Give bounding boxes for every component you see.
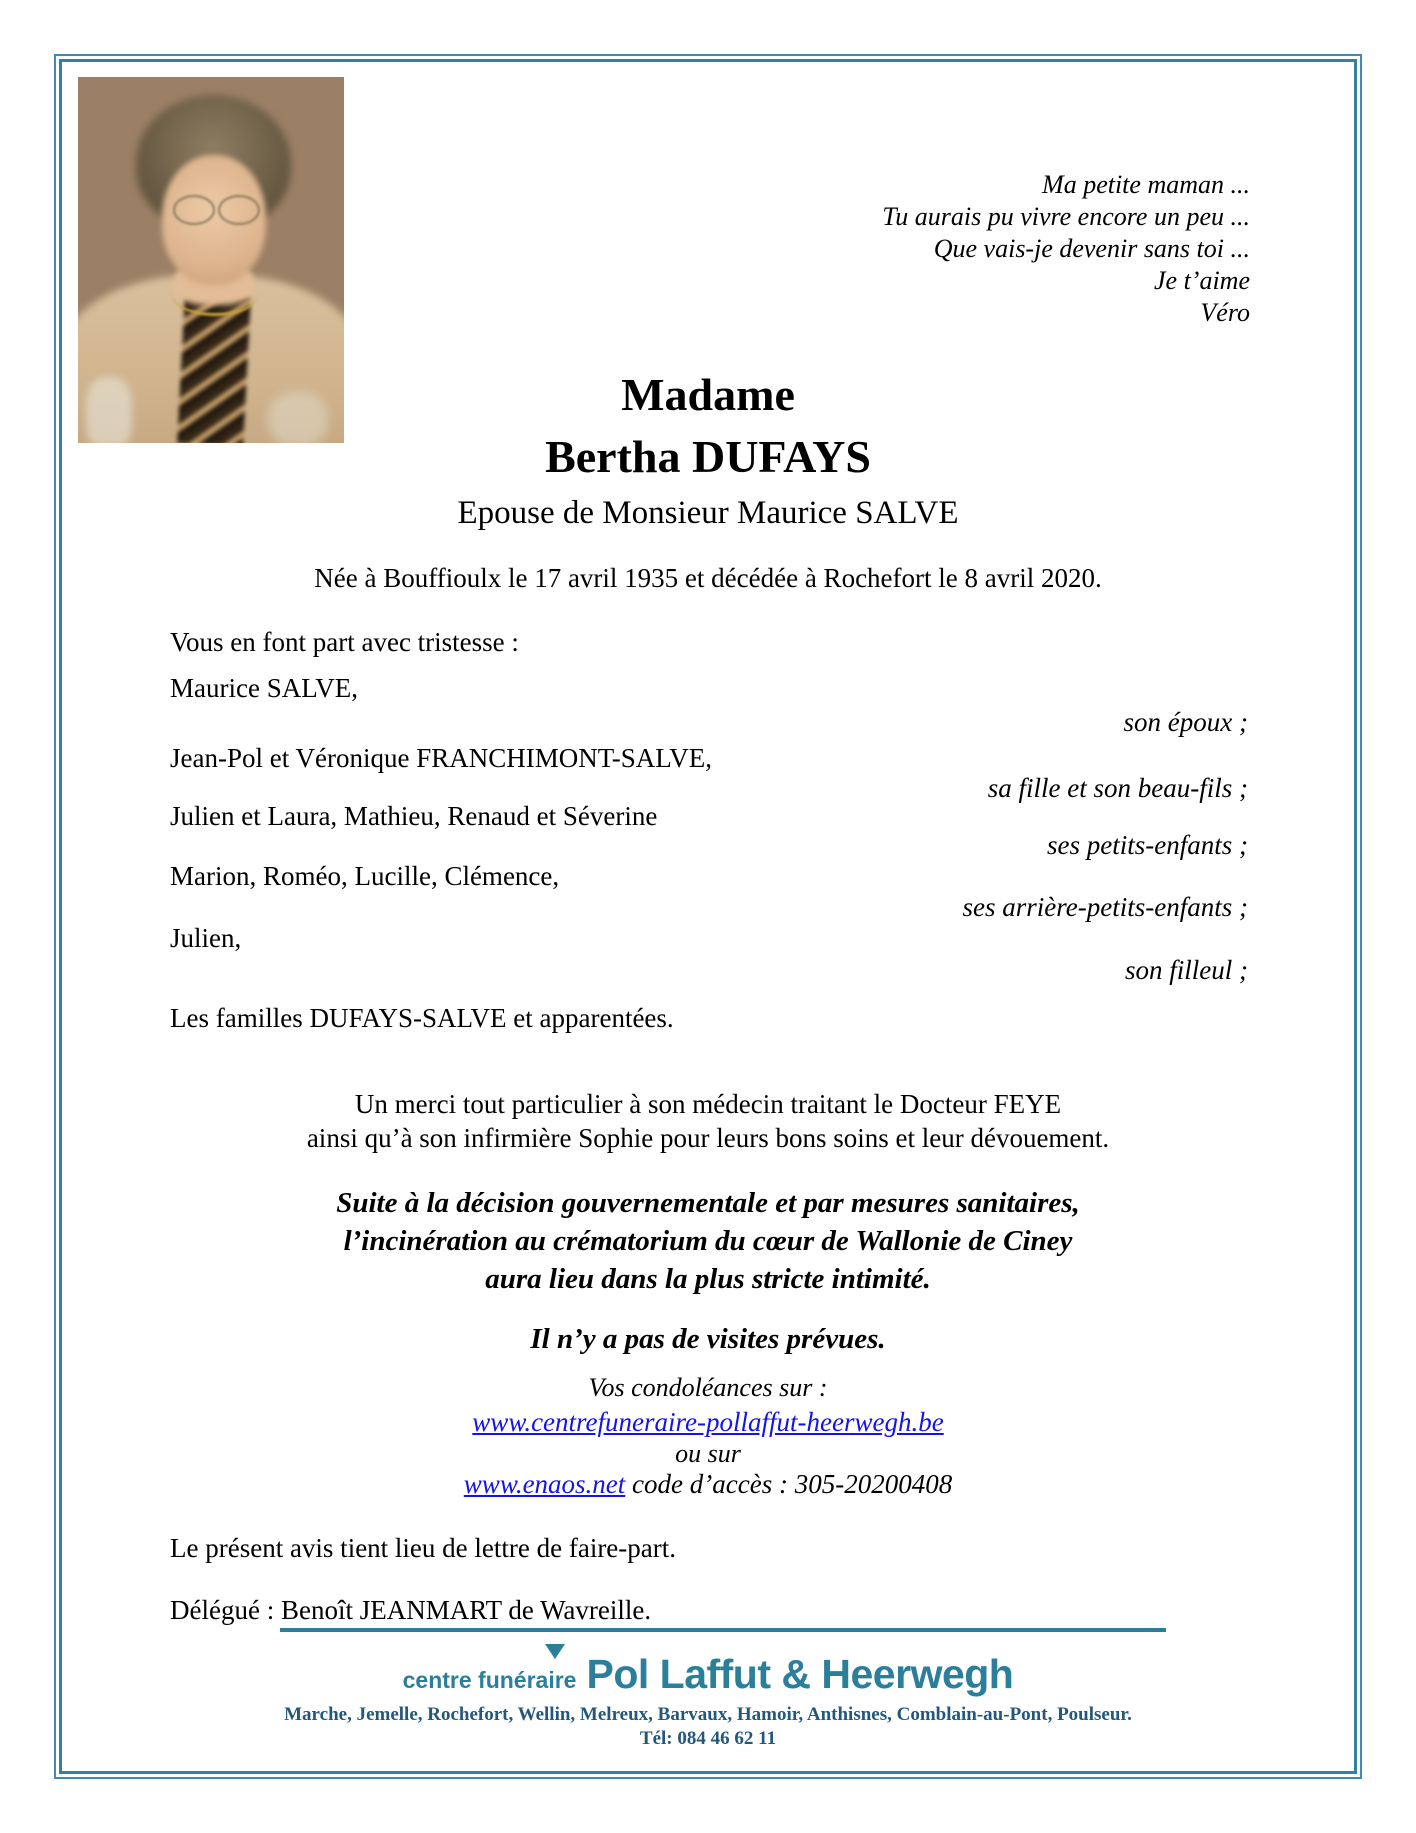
- funeral-home-website-link[interactable]: www.centrefuneraire-pollaffut-heerwegh.be: [472, 1407, 944, 1437]
- funeral-home-prefix: centre funéraire: [402, 1667, 577, 1693]
- photo-glasses-left: [173, 195, 215, 225]
- family-names: Jean-Pol et Véronique FRANCHIMONT-SALVE,: [170, 743, 712, 773]
- family-relation: son filleul ;: [1125, 955, 1248, 985]
- family-relation: ses petits-enfants ;: [1047, 830, 1248, 860]
- family-relation: son époux ;: [1123, 707, 1248, 737]
- title-salutation: Madame: [621, 369, 795, 420]
- poem-line: Tu aurais pu vivre encore un peu ...: [882, 202, 1250, 231]
- birth-death-line: Née à Bouffioulx le 17 avril 1935 et décédée à Rochefort le 8 avril 2020.: [314, 563, 1102, 593]
- poem-line: Que vais-je devenir sans toi ...: [933, 234, 1250, 263]
- no-visits-line: Il n’y a pas de visites prévues.: [530, 1323, 886, 1355]
- funeral-home-name: Pol Laffut & Heerwegh: [586, 1651, 1014, 1697]
- condolences-link-row: [0, 1405, 1416, 1439]
- notice-line: l’incinération au crématorium du cœur de Wallonie de Ciney: [343, 1225, 1073, 1257]
- family-names: Marion, Roméo, Lucille, Clémence,: [170, 861, 560, 891]
- family-relation: sa fille et son beau-fils ;: [987, 773, 1248, 803]
- family-names: Julien,: [170, 923, 242, 953]
- spouse-line: Epouse de Monsieur Maurice SALVE: [457, 495, 959, 531]
- family-names: Maurice SALVE,: [170, 673, 358, 703]
- enaos-link[interactable]: www.enaos.net: [463, 1469, 626, 1499]
- delegate-note: Délégué : Benoît JEANMART de Wavreille.: [170, 1595, 652, 1625]
- condolences-intro: Vos condoléances sur :: [588, 1373, 828, 1402]
- footer-divider: [280, 1628, 1166, 1632]
- funeral-home-phone: Tél: 084 46 62 11: [639, 1728, 777, 1749]
- deceased-name: Bertha DUFAYS: [545, 431, 871, 482]
- family-relation: ses arrière-petits-enfants ;: [962, 892, 1248, 922]
- thanks-line: Un merci tout particulier à son médecin traitant le Docteur FEYE: [354, 1089, 1062, 1119]
- ou-sur-line: ou sur: [675, 1439, 741, 1468]
- thanks-line: ainsi qu’à son infirmière Sophie pour leurs bons soins et leur dévouement.: [306, 1123, 1110, 1153]
- funeral-home-cities: Marche, Jemelle, Rochefort, Wellin, Melreux, Barvaux, Hamoir, Anthisnes, Comblain-au-Pont, Poulseur.: [284, 1704, 1132, 1725]
- notice-line: Suite à la décision gouvernementale et par mesures sanitaires,: [336, 1187, 1080, 1219]
- funeral-home-logo: [0, 1651, 1416, 1707]
- poem-signature: Véro: [1200, 298, 1250, 327]
- families-closing: Les familles DUFAYS-SALVE et apparentées.: [170, 1003, 674, 1033]
- notice-line: aura lieu dans la plus stricte intimité.: [485, 1263, 931, 1295]
- faire-part-note: Le présent avis tient lieu de lettre de faire-part.: [170, 1533, 677, 1563]
- enaos-row: [0, 1467, 1416, 1501]
- poem-line: Je t’aime: [1153, 266, 1250, 295]
- photo-glasses-right: [218, 195, 260, 225]
- dedication-poem: [882, 169, 1250, 329]
- family-names: Julien et Laura, Mathieu, Renaud et Séverine: [170, 801, 658, 831]
- announcement-intro: Vous en font part avec tristesse :: [170, 627, 519, 657]
- cremation-notice: [0, 1184, 1416, 1298]
- access-code: code d’accès : 305-20200408: [625, 1469, 953, 1499]
- thanks-paragraph: [0, 1087, 1416, 1155]
- poem-line: Ma petite maman ...: [1042, 170, 1250, 199]
